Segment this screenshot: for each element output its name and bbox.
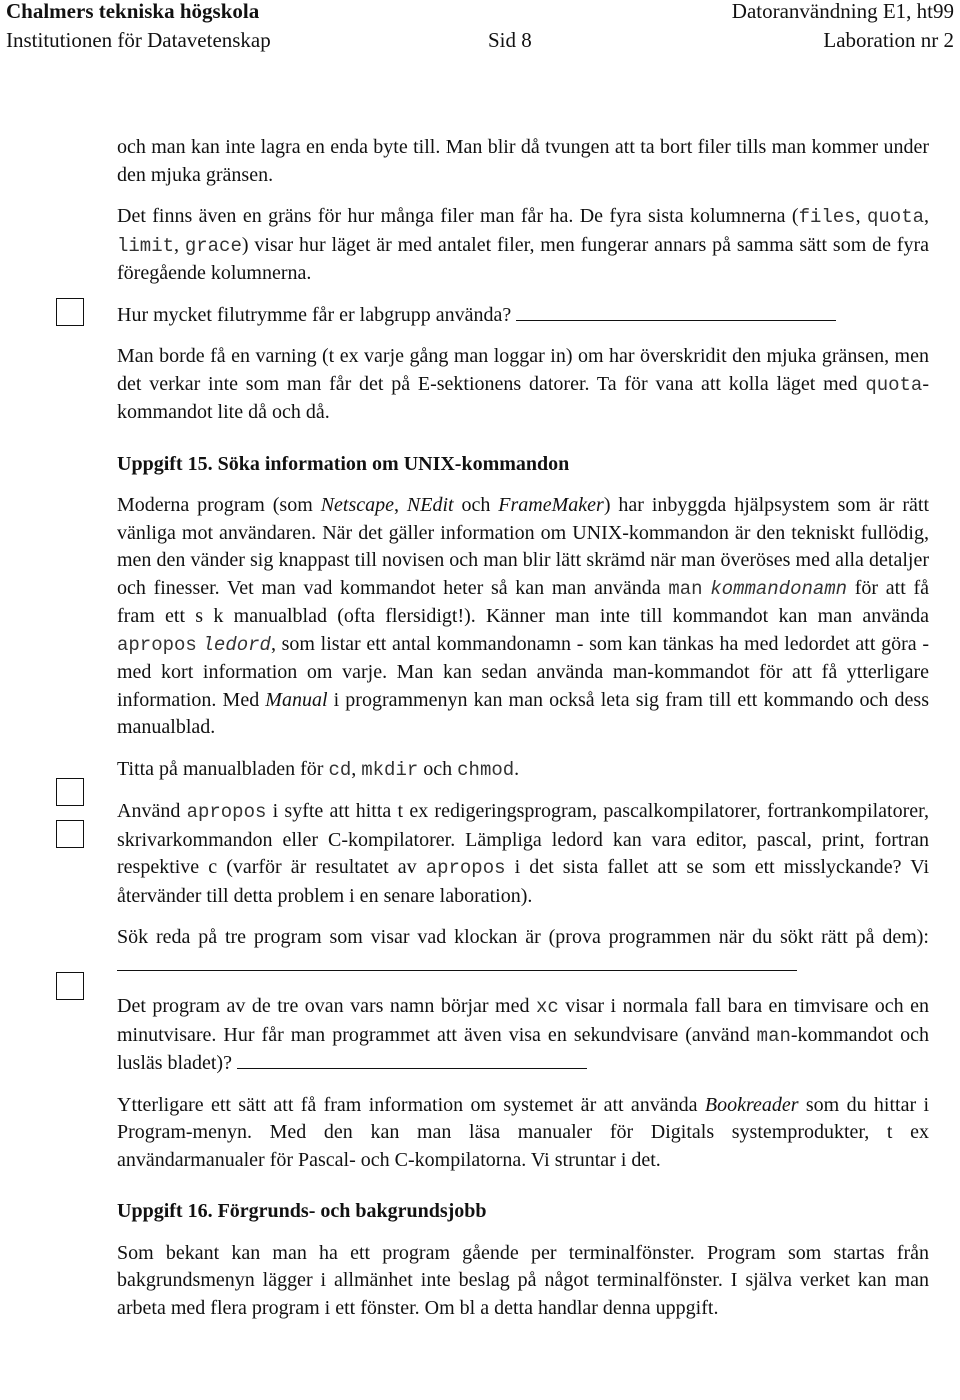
- paragraph-disk-limit: och man kan inte lagra en enda byte till. Man blir då tvungen att ta bort filer tills man kommer under den mjuka gränsen.: [117, 136, 929, 186]
- checkbox-q2[interactable]: [56, 778, 84, 806]
- paragraph-bookreader: Ytterligare ett sätt att få fram information om systemet är att använda Bookreader som du hittar i Program-menyn. Med den kan man läsa manualer för Digitals systemprodukter, t ex användarmanualer för Pascal- och C-kompilatorna. Vi struntar i det.: [117, 1093, 930, 1171]
- paragraph-quota-warning: Man borde få en varning (t ex varje gång man loggar in) om har överskridit den mjuka gränsen, men det verkar inte som man får det på E-sektionens datorer. Ta för vana att kolla läget med quota-kommandot lite då och då.: [117, 345, 929, 423]
- paragraph-file-limit: Det finns även en gräns för hur många filer man får ha. De fyra sista kolumnerna (files, quota, limit, grace) visar hur läget är med antalet filer, men fungerar annars på samma sätt som de fyra föregående kolumnerna.: [117, 205, 930, 284]
- institution-name: Chalmers tekniska högskola: [6, 0, 260, 23]
- question-manual-pages: Titta på manualbladen för cd, mkdir och chmod.: [117, 757, 520, 781]
- answer-line-q1[interactable]: [516, 302, 836, 321]
- question-disk-space: Hur mycket filutrymme får er labgrupp använda?: [117, 302, 929, 330]
- document-body: [117, 134, 929, 1322]
- page-number: Sid 8: [488, 28, 532, 52]
- task-15-heading: Uppgift 15. Söka information om UNIX-kommandon: [117, 452, 570, 475]
- paragraph-help-systems: Moderna program (som Netscape, NEdit och FrameMaker) har inbyggda hjälpsystem som är rätt vänliga mot användaren. När det gäller information om UNIX-kommandon är den tekniskt fullödig, men den vänder sig knappast till novisen och man blir lätt skrämd när man överöses med alla detaljer och finesser. Vet man vad kommandot heter så kan man använda man kommandonamn för att få fram ett s k manualblad (ofta flersidigt!). Känner man inte till kommandot kan man använda apropos ledord, som listar ett antal kommandonamn - som kan tänkas ha med ledordet att göra - med kort information om varje. Man kan sedan använda man-kommandot för att få ytterligare information. Med Manual i programmenyn kan man också leta sig fram till ett kommando och dess manualblad.: [117, 494, 930, 738]
- department-name: Institutionen för Datavetenskap: [6, 28, 271, 52]
- paragraph-jobs: Som bekant kan man ha ett program gående per terminalfönster. Program som startas från bakgrundsmenyn lägger i allmänhet inte beslag på något terminalfönster. I själva verket kan man arbeta med flera program i ett fönster. Om bl a detta handlar denna uppgift.: [117, 1241, 929, 1319]
- checkbox-q3[interactable]: [56, 820, 84, 848]
- answer-line-xclock[interactable]: [237, 1050, 587, 1069]
- course-name: Datoranvändning E1, ht99: [731, 0, 954, 23]
- page-header: [6, 0, 954, 58]
- checkbox-q4[interactable]: [56, 972, 84, 1000]
- question-apropos: Använd apropos i syfte att hitta t ex redigeringsprogram, pascalkompilatorer, fortrankompilatorer, skrivarkommandon eller C-kompilatorer. Lämpliga ledord kan vara editor, pascal, print, fortran respektive c (varför är resultatet av apropos i det sista fallet att se som ett misslyckande? Vi återvänder till detta problem i en senare laboration).: [117, 800, 929, 907]
- answer-line-q4[interactable]: [117, 952, 797, 971]
- lab-number: Laboration nr 2: [823, 28, 954, 52]
- checkbox-q1[interactable]: [56, 298, 84, 326]
- task-16-heading: Uppgift 16. Förgrunds- och bakgrundsjobb: [117, 1200, 487, 1222]
- question-clock-programs: Sök reda på tre program som visar vad klockan är (prova programmen när du sökt rätt på dem):: [117, 924, 929, 979]
- paragraph-xclock: Det program av de tre ovan vars namn börjar med xc visar i normala fall bara en timvisare och en minutvisare. Hur får man programmet att även visa en sekundvisare (använd man-kommandot och lusläs bladet)?: [117, 995, 929, 1074]
